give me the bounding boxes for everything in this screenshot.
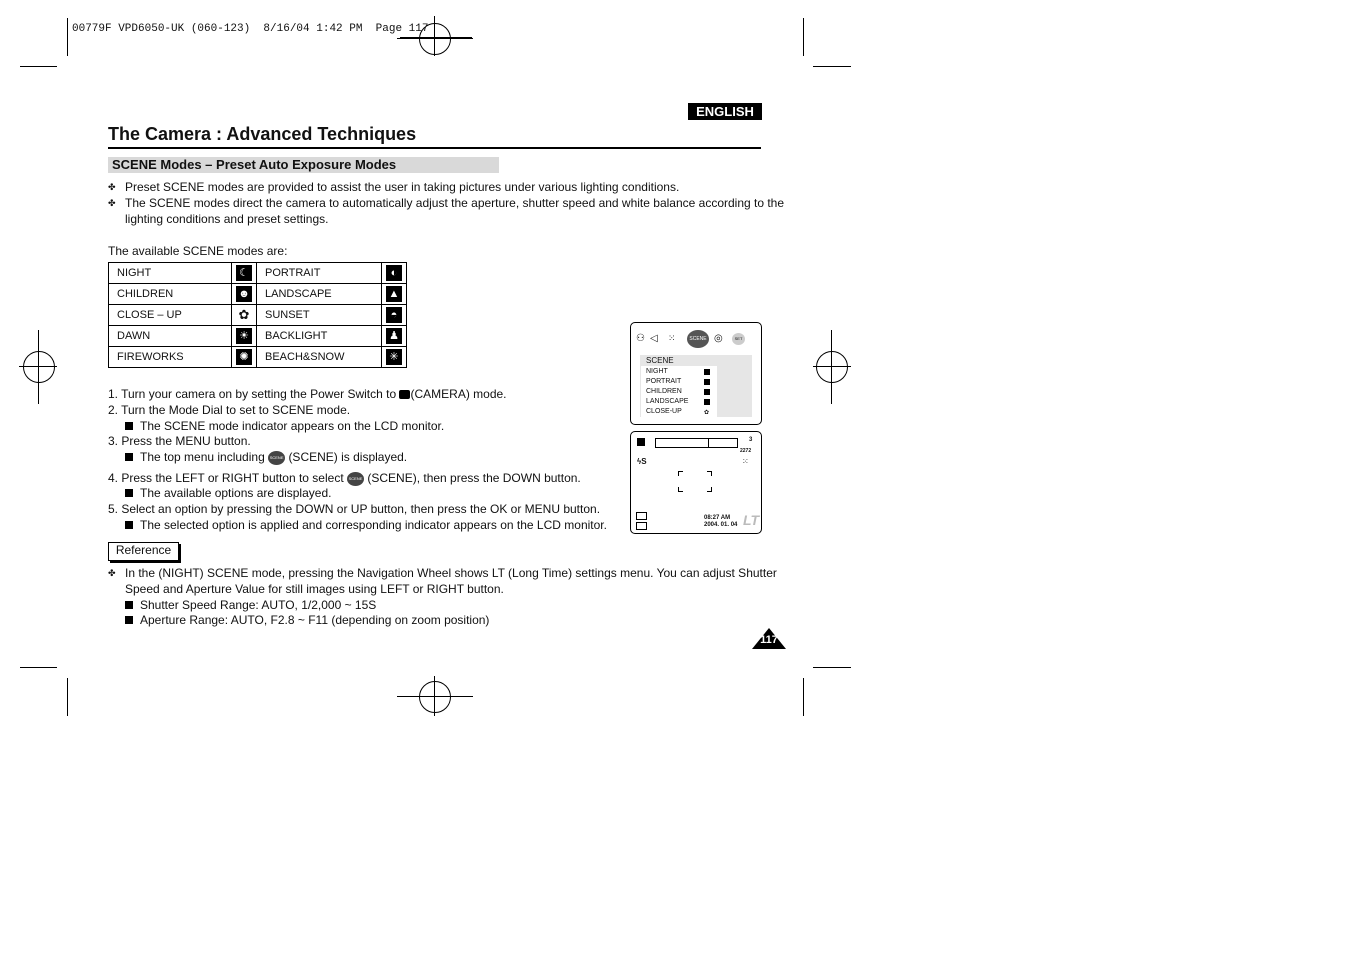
step-text: (CAMERA) mode. <box>410 387 507 401</box>
registration-line <box>831 330 832 404</box>
table-row <box>109 305 407 326</box>
menu-item-close-up[interactable]: CLOSE-UP <box>646 408 682 415</box>
menu-item-children[interactable]: CHILDREN <box>646 388 682 395</box>
children-icon <box>704 389 710 395</box>
lcd-viewfinder-screen <box>630 431 762 534</box>
set-tab-icon: SET <box>732 333 745 345</box>
step-text: (SCENE), then press the DOWN button. <box>367 471 581 485</box>
page-title: The Camera : Advanced Techniques <box>108 124 417 144</box>
portrait-icon: ◐ <box>382 263 407 284</box>
speaker-icon: ◁ <box>650 333 658 344</box>
registration-line <box>397 38 473 39</box>
focus-corner <box>707 471 712 476</box>
square-bullet-icon <box>125 601 133 609</box>
menu-panel <box>640 355 752 417</box>
menu-item-landscape[interactable]: LANDSCAPE <box>646 398 689 405</box>
zoom-bar-marker <box>708 439 709 447</box>
crop-mark <box>20 66 57 67</box>
step-1 <box>108 386 507 402</box>
menu-header: SCENE <box>646 356 674 365</box>
landscape-icon <box>704 399 710 405</box>
table-row <box>109 284 407 305</box>
step-3-note <box>125 449 407 465</box>
camera-icon <box>399 390 410 399</box>
menu-item-portrait[interactable]: PORTRAIT <box>646 378 682 385</box>
note-text: The SCENE mode indicator appears on the LCD monitor. <box>140 419 445 433</box>
crop-mark <box>67 678 68 716</box>
square-bullet-icon <box>125 489 133 497</box>
reference-sub-2 <box>125 612 489 628</box>
zoom-bar <box>655 438 738 448</box>
focus-frame <box>678 471 712 492</box>
registration-mark <box>23 351 55 383</box>
crop-mark <box>813 667 851 668</box>
time-label: 08:27 AM <box>704 515 731 521</box>
registration-mark <box>419 681 451 713</box>
square-bullet-icon <box>125 422 133 430</box>
registration-line <box>397 696 473 697</box>
title-rule <box>108 147 761 149</box>
menu-item-night[interactable]: NIGHT <box>646 368 668 375</box>
mode-name: SUNSET <box>257 305 382 326</box>
available-label: The available SCENE modes are: <box>108 244 288 258</box>
quality-icon: ⁙ <box>742 457 749 466</box>
scene-badge-icon: SCENE <box>268 451 285 465</box>
language-tab: ENGLISH <box>688 103 762 120</box>
crop-mark <box>803 18 804 56</box>
step-text: 4. Press the LEFT or RIGHT button to select <box>108 471 344 485</box>
step-5: 5. Select an option by pressing the DOWN or UP button, then press the OK or MENU button. <box>108 502 601 516</box>
dawn-icon: ☀ <box>232 326 257 347</box>
step-5-note <box>125 517 607 533</box>
reference-label: Reference <box>108 542 179 561</box>
backlight-icon: ♟ <box>382 326 407 347</box>
scene-modes-table <box>108 262 407 368</box>
registration-line <box>38 330 39 404</box>
step-3: 3. Press the MENU button. <box>108 434 251 448</box>
card-icon <box>636 522 647 530</box>
children-icon: ☻ <box>232 284 257 305</box>
shot-count: 3 <box>749 437 753 443</box>
mode-name: NIGHT <box>109 263 232 284</box>
camera-mode-icon: ⚇ <box>636 333 645 344</box>
fireworks-icon: ✺ <box>232 347 257 368</box>
square-bullet-icon <box>125 616 133 624</box>
note-text: The selected option is applied and corresponding indicator appears on the LCD monitor. <box>140 518 607 532</box>
mode-name: CLOSE – UP <box>109 305 232 326</box>
step-2-note <box>125 418 444 434</box>
print-header-underline <box>400 37 472 38</box>
portrait-icon <box>704 379 710 385</box>
focus-corner <box>678 487 683 492</box>
note-text: Aperture Range: AUTO, F2.8 ~ F11 (depending on zoom position) <box>140 613 490 627</box>
bullet-icon: ✤ <box>108 568 116 578</box>
menu-list <box>641 366 717 417</box>
resolution-label: 2272 <box>740 448 752 454</box>
note-text: The available options are displayed. <box>140 486 332 500</box>
registration-line <box>434 676 435 716</box>
note-text: (SCENE) is displayed. <box>288 450 408 464</box>
menu-icons-row <box>636 332 756 348</box>
print-header: 00779F VPD6050-UK (060-123) 8/16/04 1:42 PM Page 117 <box>72 23 429 35</box>
step-2: 2. Turn the Mode Dial to set to SCENE mode. <box>108 403 351 417</box>
table-row <box>109 326 407 347</box>
night-icon: ☾ <box>232 263 257 284</box>
lcd-menu-screen <box>630 322 762 425</box>
registration-mark <box>816 351 848 383</box>
beach-snow-icon: ✳ <box>382 347 407 368</box>
landscape-icon: ▲ <box>382 284 407 305</box>
crop-mark <box>813 66 851 67</box>
intro-bullet: The SCENE modes direct the camera to automatically adjust the aperture, shutter speed and white balance according to the <box>125 196 785 210</box>
mode-name: PORTRAIT <box>257 263 382 284</box>
square-bullet-icon <box>125 453 133 461</box>
flash-icon: ϟS <box>637 457 647 466</box>
night-icon <box>704 369 710 375</box>
step-4-note <box>125 485 331 501</box>
mode-name: FIREWORKS <box>109 347 232 368</box>
registration-line <box>813 366 851 367</box>
scene-tab-icon: SCENE <box>687 330 709 348</box>
square-bullet-icon <box>125 521 133 529</box>
mode-name: CHILDREN <box>109 284 232 305</box>
crop-mark <box>67 18 68 56</box>
reference-text-continued: Speed and Aperture Value for still images using LEFT or RIGHT button. <box>125 582 504 596</box>
reference-sub-1 <box>125 597 376 613</box>
crop-mark <box>20 667 57 668</box>
bullet-icon: ✤ <box>108 182 116 192</box>
timer-icon: ◎ <box>714 333 723 344</box>
step-text: 1. Turn your camera on by setting the Power Switch to <box>108 387 397 401</box>
battery-icon <box>636 512 647 520</box>
note-text: The top menu including <box>140 450 265 464</box>
focus-corner <box>707 487 712 492</box>
note-text: Shutter Speed Range: AUTO, 1/2,000 ~ 15S <box>140 598 377 612</box>
scene-badge-icon: SCENE <box>347 472 364 486</box>
section-heading: SCENE Modes – Preset Auto Exposure Modes <box>108 157 499 173</box>
reference-text: In the (NIGHT) SCENE mode, pressing the Navigation Wheel shows LT (Long Time) settings menu. You can adjust Shutter <box>125 566 777 580</box>
close-up-icon: ✿ <box>704 410 710 416</box>
bullet-icon: ✤ <box>108 198 116 208</box>
long-time-mode-label: LT <box>743 512 760 528</box>
mode-name: LANDSCAPE <box>257 284 382 305</box>
close-up-icon: ✿ <box>232 305 257 326</box>
table-row <box>109 347 407 368</box>
table-row <box>109 263 407 284</box>
mode-name: BEACH&SNOW <box>257 347 382 368</box>
focus-corner <box>678 471 683 476</box>
night-icon <box>637 438 645 446</box>
mode-name: BACKLIGHT <box>257 326 382 347</box>
registration-line <box>434 16 435 56</box>
crop-mark <box>803 678 804 716</box>
grid-icon: ⁙ <box>668 333 676 343</box>
sunset-icon: ◓ <box>382 305 407 326</box>
step-4 <box>108 470 581 486</box>
page-number: 117 <box>760 634 778 646</box>
intro-bullet-continued: lighting conditions and preset settings. <box>125 212 329 226</box>
date-label: 2004. 01. 04 <box>704 522 738 528</box>
intro-bullet: Preset SCENE modes are provided to assist the user in taking pictures under various lighting conditions. <box>125 180 680 194</box>
mode-name: DAWN <box>109 326 232 347</box>
